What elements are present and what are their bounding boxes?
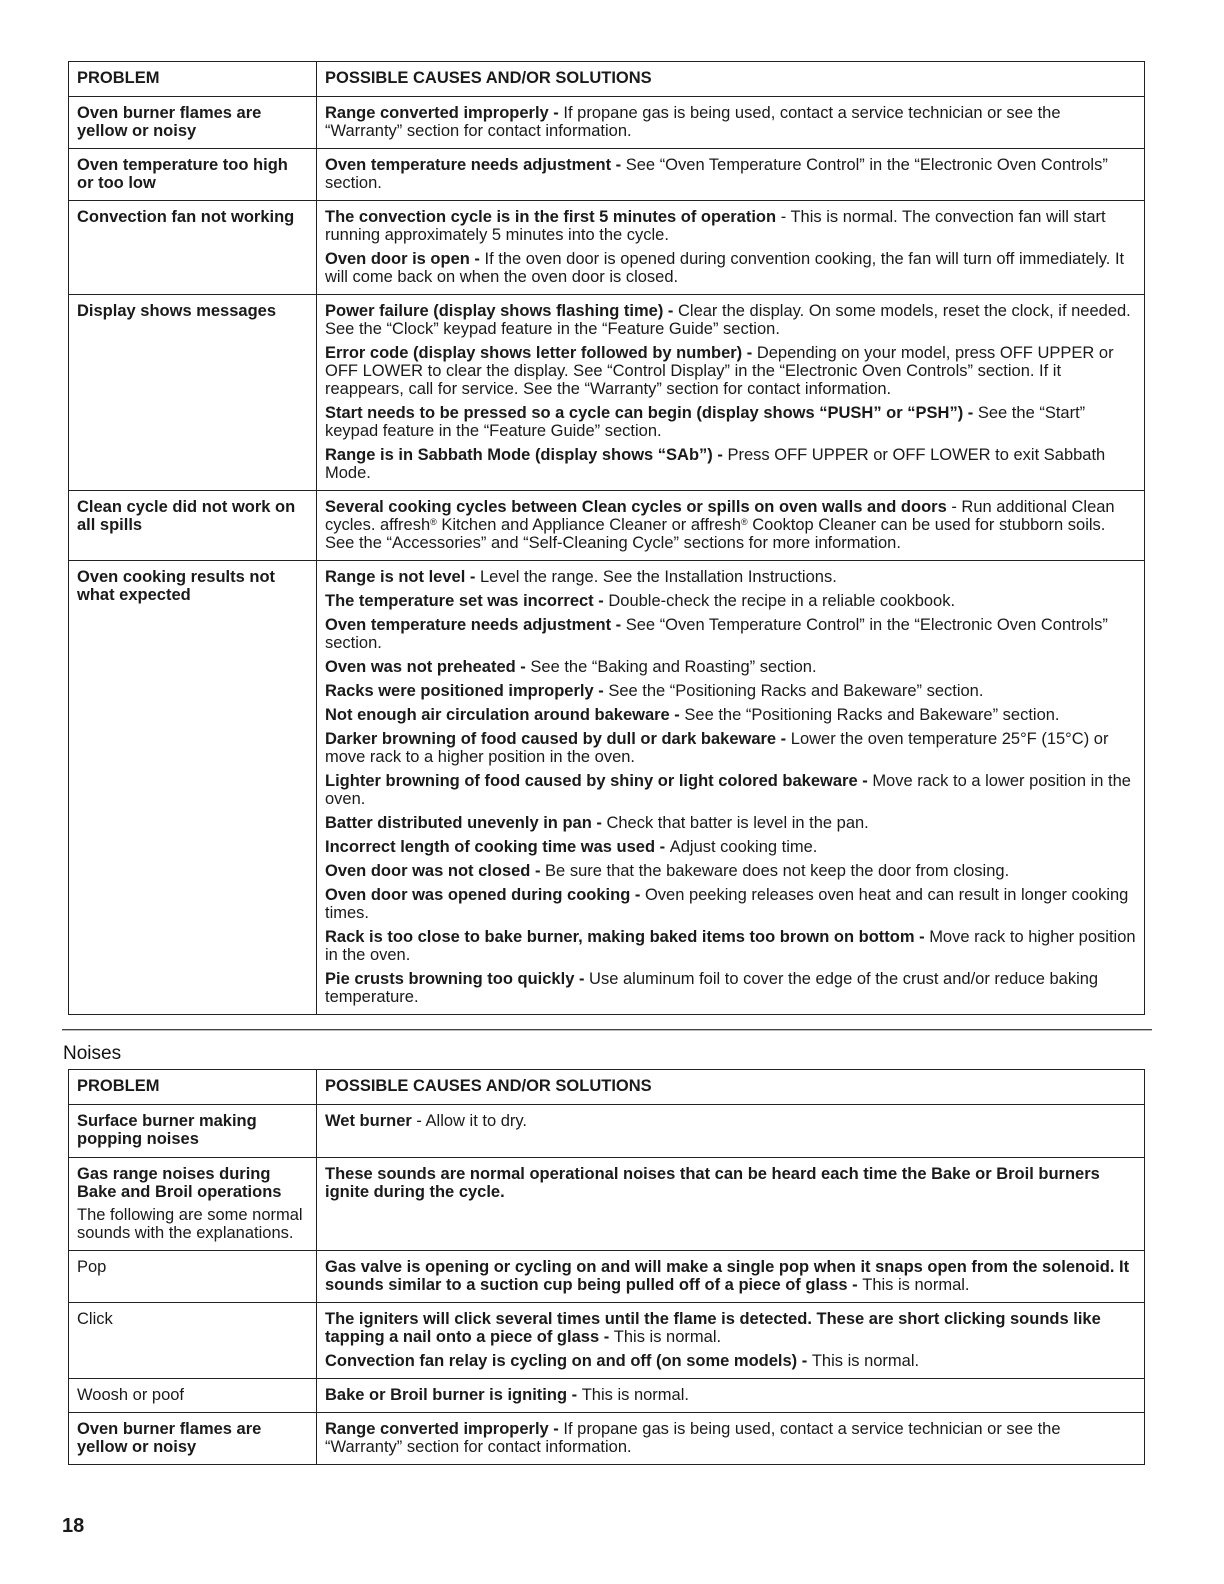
solution-item: Wet burner - Allow it to dry. [325, 1112, 528, 1130]
section-title-noises: Noises [63, 1043, 122, 1064]
table-row [69, 1379, 1145, 1413]
problem-cell: Pop [69, 1251, 317, 1303]
problem-cell: Clean cycle did not work on all spills [69, 491, 317, 561]
solution-item: Range converted improperly - If propane gas is being used, contact a service technician or see the “Warranty” section for contact information. [325, 1420, 1061, 1456]
solutions-cell [317, 1251, 1145, 1303]
solution-item: Range converted improperly - If propane gas is being used, contact a service technician or see the “Warranty” section for contact information. [325, 104, 1061, 140]
solutions-cell [317, 97, 1145, 149]
problem-cell: Convection fan not working [69, 201, 317, 295]
problem-cell [69, 1158, 317, 1251]
solution-item: Lighter browning of food caused by shiny or light colored bakeware - Move rack to a lower position in the oven. [325, 772, 1131, 808]
solutions-cell [317, 491, 1145, 561]
problem-cell: Oven burner flames are yellow or noisy [69, 97, 317, 149]
solution-item: Oven door was not closed - Be sure that the bakeware does not keep the door from closing. [325, 862, 1010, 880]
table-row [69, 1105, 1145, 1158]
table-row [69, 97, 1145, 149]
problem-cell: Click [69, 1303, 317, 1379]
problem-title: Gas range noises during Bake and Broil operations [77, 1165, 282, 1201]
table-row [69, 1413, 1145, 1465]
table-row [69, 1303, 1145, 1379]
problem-cell: Oven burner flames are yellow or noisy [69, 1413, 317, 1465]
solutions-cell [317, 149, 1145, 201]
solution-item: Oven door was opened during cooking - Oven peeking releases oven heat and can result in longer cooking times. [325, 886, 1129, 922]
solution-item: Rack is too close to bake burner, making baked items too brown on bottom - Move rack to higher position in the oven. [325, 928, 1136, 964]
solution-item: These sounds are normal operational noises that can be heard each time the Bake or Broil burners ignite during the cycle. [325, 1165, 1100, 1201]
header-problem: PROBLEM [69, 62, 317, 97]
problem-description: The following are some normal sounds with the explanations. [77, 1206, 303, 1242]
table-row [69, 1251, 1145, 1303]
solutions-cell [317, 1105, 1145, 1158]
solution-item: Power failure (display shows flashing time) - Clear the display. On some models, reset the clock, if needed. See the “Clock” keypad feature in the “Feature Guide” section. [325, 302, 1131, 338]
table-row [69, 491, 1145, 561]
solutions-cell [317, 1158, 1145, 1251]
solution-item: Bake or Broil burner is igniting - This is normal. [325, 1386, 689, 1404]
solution-item: Error code (display shows letter followed by number) - Depending on your model, press OFF UPPER or OFF LOWER to clear the display. See “Control Display” in the “Electronic Oven Controls” section. If it reappears, call for service. See the “Warranty” section for contact information. [325, 344, 1114, 398]
problem-cell: Oven cooking results not what expected [69, 561, 317, 1015]
solution-item: Gas valve is opening or cycling on and will make a single pop when it snaps open from the solenoid. It sounds similar to a suction cup being pulled off of a piece of glass - This is normal. [325, 1258, 1130, 1294]
troubleshooting-table [68, 61, 1145, 1015]
table-row [69, 561, 1145, 1015]
solution-item: Pie crusts browning too quickly - Use aluminum foil to cover the edge of the crust and/or reduce baking temperature. [325, 970, 1099, 1006]
solution-item: Range is not level - Level the range. See the Installation Instructions. [325, 568, 837, 586]
header-solutions: POSSIBLE CAUSES AND/OR SOLUTIONS [317, 62, 1145, 97]
solution-item: Oven was not preheated - See the “Baking and Roasting” section. [325, 658, 817, 676]
solution-item: Start needs to be pressed so a cycle can begin (display shows “PUSH” or “PSH”) - See the “Start” keypad feature in the “Feature Guide” section. [325, 404, 1086, 440]
table-row [69, 295, 1145, 491]
problem-cell: Surface burner making popping noises [69, 1105, 317, 1158]
solution-item: The igniters will click several times until the flame is detected. These are short clicking sounds like tapping a nail onto a piece of glass - This is normal. [325, 1310, 1101, 1346]
solution-item: The convection cycle is in the first 5 minutes of operation - This is normal. The convection fan will start running approximately 5 minutes into the cycle. [325, 208, 1106, 244]
solution-item: Oven temperature needs adjustment - See “Oven Temperature Control” in the “Electronic Oven Controls” section. [325, 156, 1108, 192]
problem-cell: Oven temperature too high or too low [69, 149, 317, 201]
table-header-row [69, 62, 1145, 97]
page-number: 18 [62, 1515, 85, 1537]
solutions-cell [317, 1303, 1145, 1379]
table-row [69, 1158, 1145, 1251]
header-solutions: POSSIBLE CAUSES AND/OR SOLUTIONS [317, 1070, 1145, 1105]
solution-item: Oven temperature needs adjustment - See “Oven Temperature Control” in the “Electronic Oven Controls” section. [325, 616, 1108, 652]
problem-cell: Woosh or poof [69, 1379, 317, 1413]
solution-item: Batter distributed unevenly in pan - Check that batter is level in the pan. [325, 814, 869, 832]
solutions-cell [317, 1379, 1145, 1413]
solution-item: Convection fan relay is cycling on and off (on some models) - This is normal. [325, 1352, 920, 1370]
solution-item: Range is in Sabbath Mode (display shows “SAb”) - Press OFF UPPER or OFF LOWER to exit Sabbath Mode. [325, 446, 1106, 482]
problem-cell: Display shows messages [69, 295, 317, 491]
solution-item: Oven door is open - If the oven door is opened during convention cooking, the fan will turn off immediately. It will come back on when the oven door is closed. [325, 250, 1125, 286]
solutions-cell [317, 561, 1145, 1015]
solution-item: Not enough air circulation around bakeware - See the “Positioning Racks and Bakeware” section. [325, 706, 1060, 724]
table-header-row [69, 1070, 1145, 1105]
solution-item: Racks were positioned improperly - See the “Positioning Racks and Bakeware” section. [325, 682, 984, 700]
solution-item: Several cooking cycles between Clean cycles or spills on oven walls and doors - Run additional Clean cycles. affresh® Kitchen and Appliance Cleaner or affresh® Cooktop Cleaner can be used for stubborn soils. See the “Accessories” and “Self-Cleaning Cycle” sections for more information. [325, 498, 1115, 552]
header-problem: PROBLEM [69, 1070, 317, 1105]
solutions-cell [317, 1413, 1145, 1465]
solutions-cell [317, 201, 1145, 295]
section-divider [62, 1029, 1152, 1030]
table-row [69, 201, 1145, 295]
noises-table [68, 1069, 1145, 1465]
solutions-cell [317, 295, 1145, 491]
solution-item: Darker browning of food caused by dull or dark bakeware - Lower the oven temperature 25°F (15°C) or move rack to a higher position in the oven. [325, 730, 1109, 766]
solution-item: The temperature set was incorrect - Double-check the recipe in a reliable cookbook. [325, 592, 956, 610]
table-row [69, 149, 1145, 201]
solution-item: Incorrect length of cooking time was used - Adjust cooking time. [325, 838, 818, 856]
